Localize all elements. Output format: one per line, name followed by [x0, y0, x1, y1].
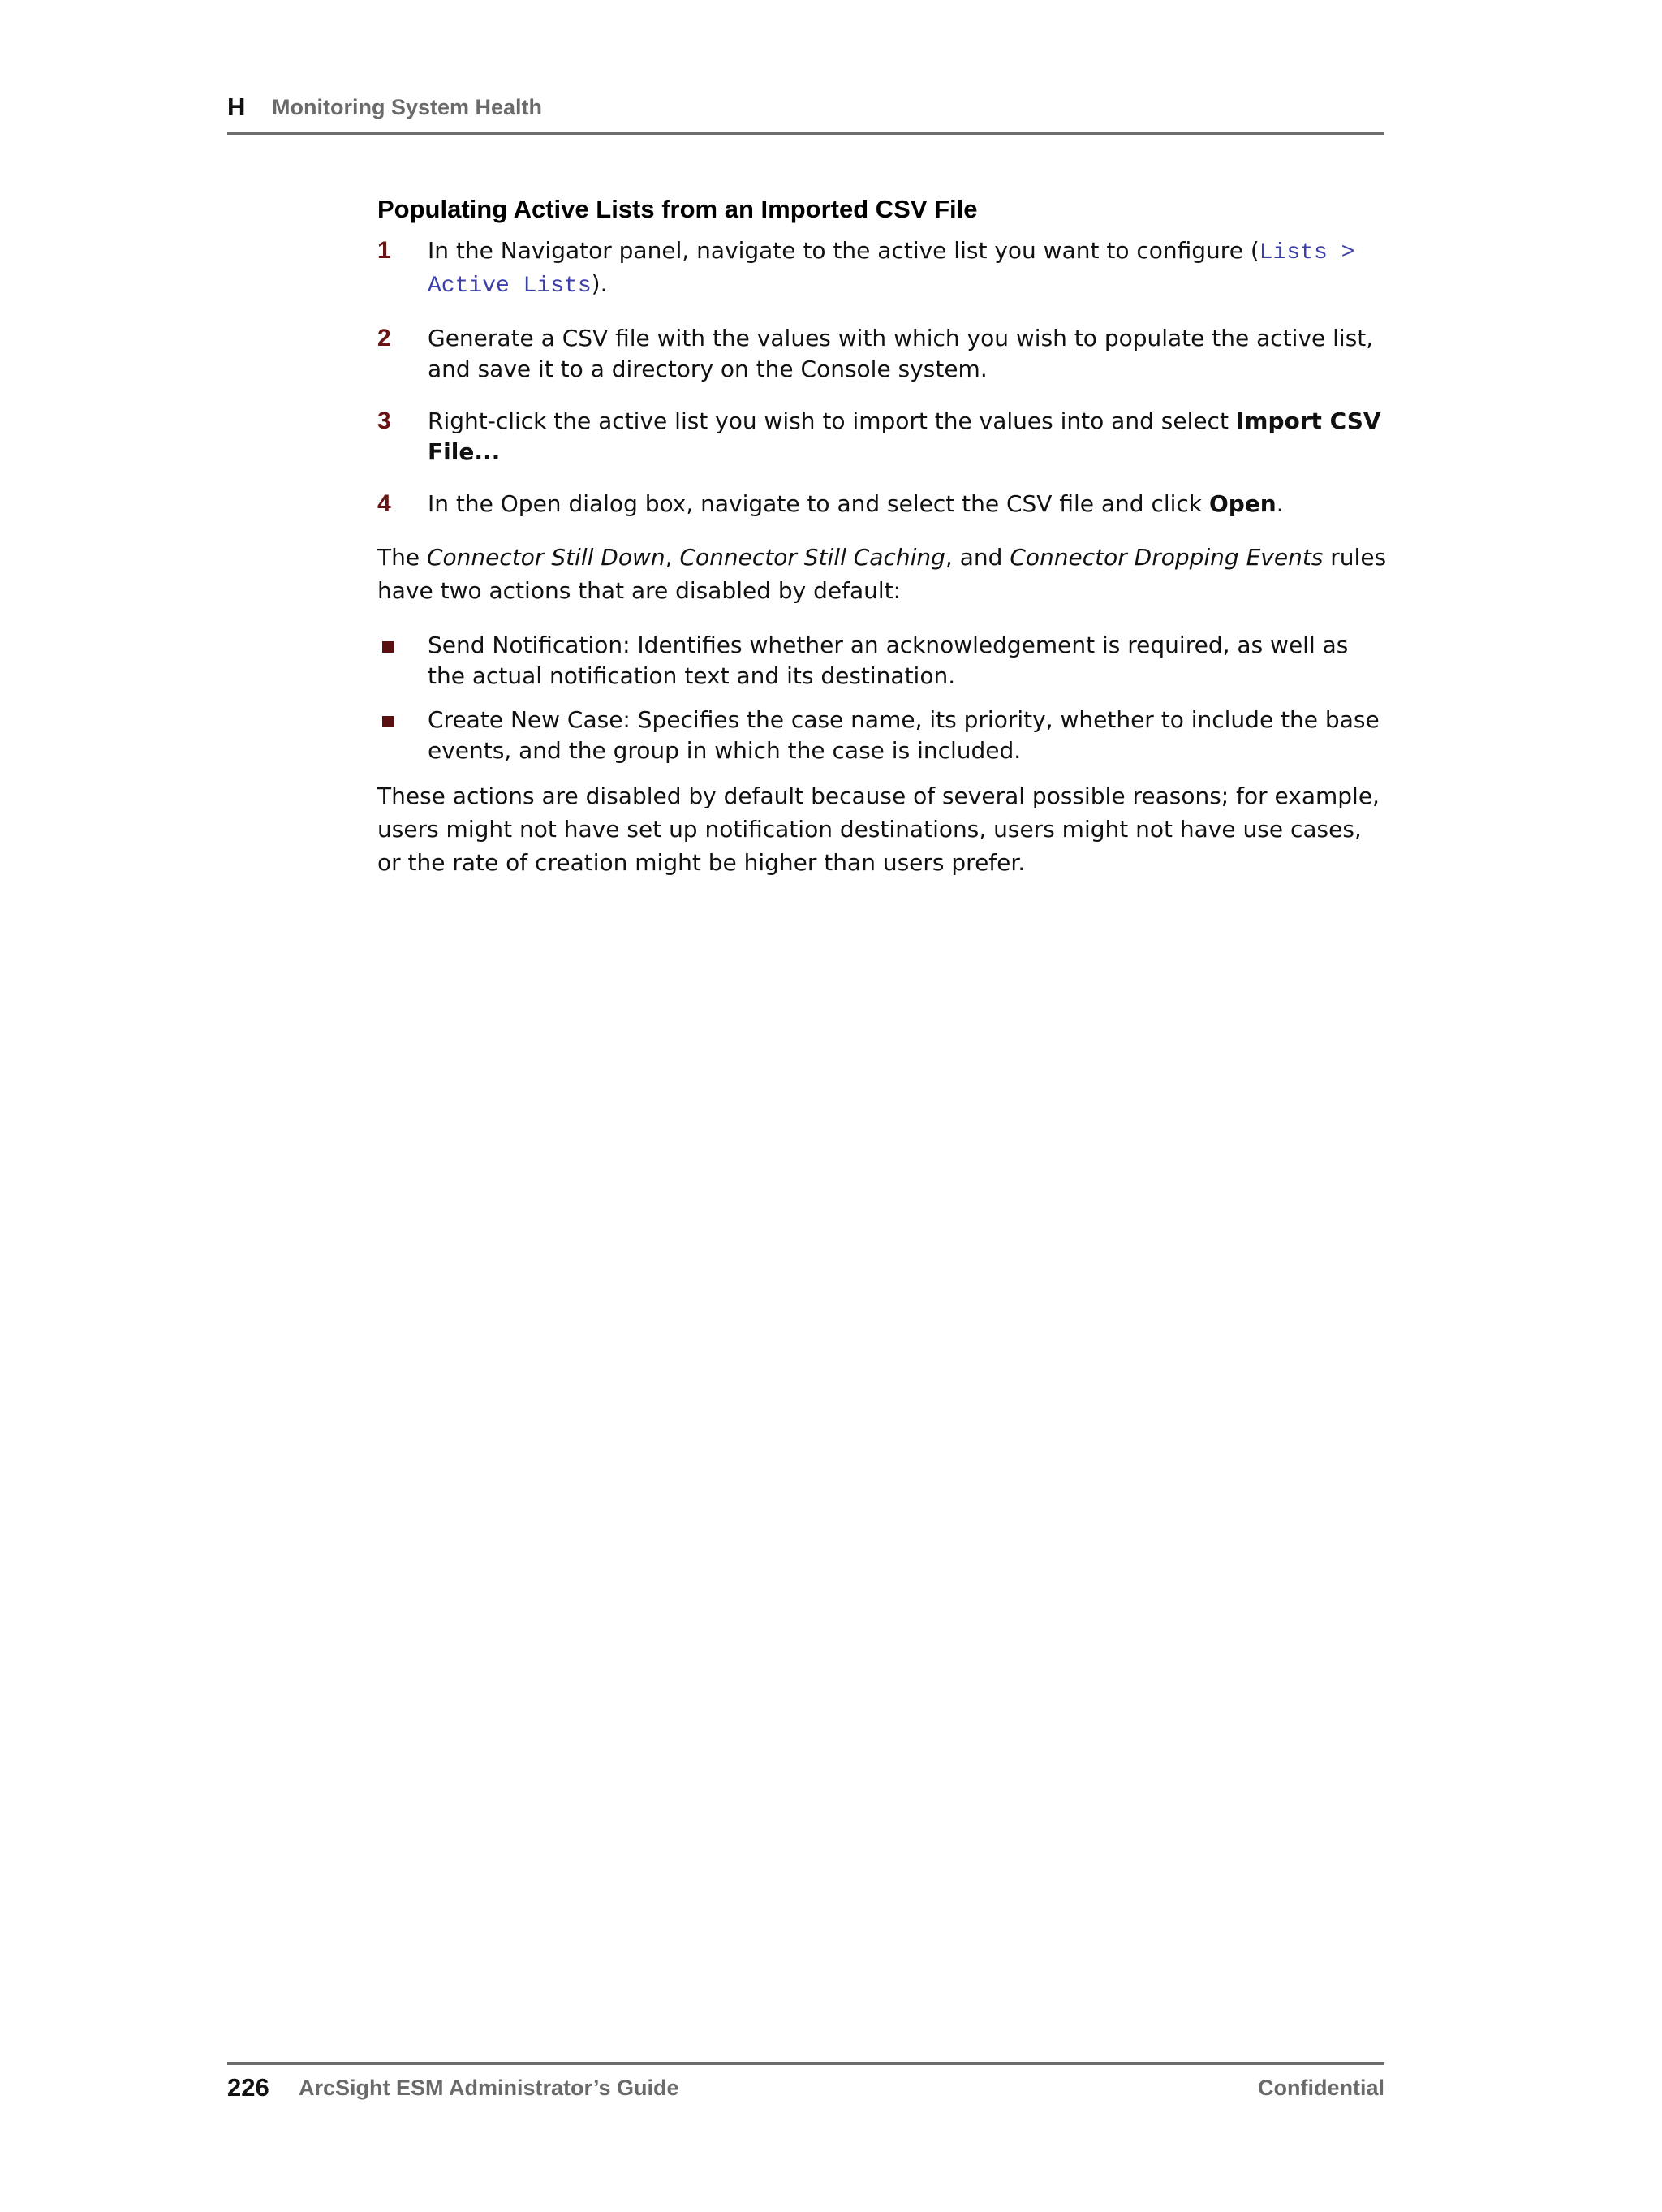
step-number: 1	[377, 237, 391, 264]
step-4	[377, 489, 1392, 520]
text-run: The	[377, 544, 427, 571]
square-bullet-icon	[382, 716, 394, 727]
step-text: Right-click the active list you wish to import the values into and select	[428, 407, 1236, 434]
page-footer	[227, 2062, 1384, 2107]
step-text: Generate a CSV file with the values with which you wish to populate the active list, and save it to a directory on the Console system.	[428, 325, 1374, 382]
step-number: 4	[377, 490, 391, 517]
appendix-letter: H	[227, 93, 246, 121]
list-item	[377, 705, 1392, 766]
step-number: 3	[377, 407, 391, 434]
actions-list	[377, 630, 1392, 766]
list-item-text: Create New Case: Specifies the case name, its priority, whether to include the base events, and the group in which the case is included.	[428, 706, 1380, 764]
step-text-end: .	[1276, 490, 1284, 517]
text-run: rules have two actions that are disabled by default:	[377, 544, 1387, 604]
step-1	[377, 235, 1392, 302]
rule-name: Connector Dropping Events	[1010, 544, 1324, 571]
list-item-text: Send Notification: Identifies whether an acknowledgement is required, as well as the actual notification text and its destination.	[428, 632, 1349, 689]
section-title: Populating Active Lists from an Imported CSV File	[377, 195, 978, 223]
text-run: , and	[945, 544, 1010, 571]
step-2	[377, 323, 1392, 385]
guide-title: ArcSight ESM Administrator’s Guide	[299, 2076, 679, 2100]
rules-paragraph	[377, 541, 1392, 607]
step-text: In the Navigator panel, navigate to the active list you want to configure (	[428, 237, 1259, 264]
step-text-end: ).	[591, 270, 608, 297]
closing-paragraph: These actions are disabled by default because of several possible reasons; for example, users might not have set up notification destinations, users might not have use cases, or the rate of creation might be higher than users prefer.	[377, 783, 1380, 876]
page-header	[227, 91, 1384, 135]
page-number: 226	[227, 2073, 269, 2102]
procedure-steps	[377, 235, 1392, 520]
list-item	[377, 630, 1392, 692]
rule-name: Connector Still Down	[426, 544, 665, 571]
confidential-label: Confidential	[1258, 2076, 1384, 2100]
square-bullet-icon	[382, 641, 394, 653]
menu-command: Import CSV File...	[428, 407, 1381, 465]
chapter-title: Monitoring System Health	[272, 95, 543, 119]
button-name: Open	[1208, 490, 1277, 517]
step-3	[377, 406, 1392, 468]
step-text: In the Open dialog box, navigate to and select the CSV file and click	[428, 490, 1209, 517]
menu-path: Lists > Active Lists	[428, 240, 1355, 299]
step-number: 2	[377, 325, 391, 351]
text-run: ,	[665, 544, 680, 571]
main-content	[377, 188, 1392, 902]
rule-name: Connector Still Caching	[679, 544, 945, 571]
